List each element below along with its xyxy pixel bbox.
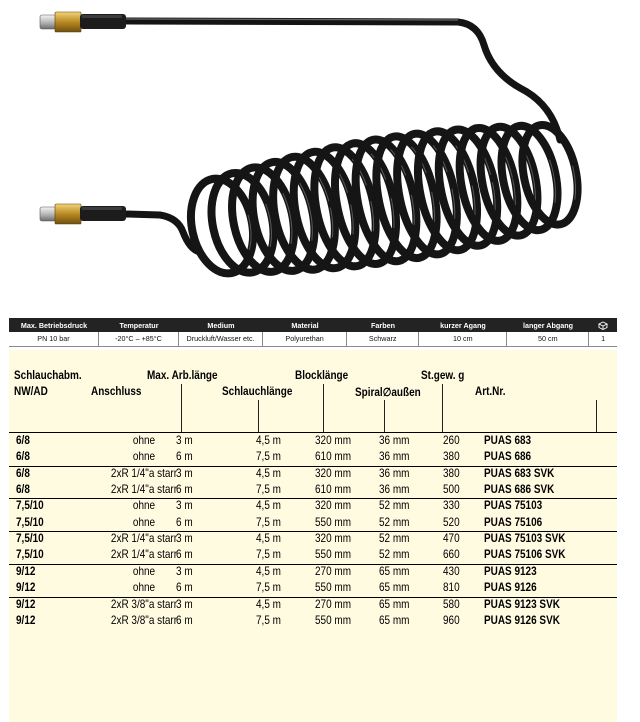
nw-cell: 6/8 bbox=[16, 483, 30, 497]
nw-cell: 7,5/10 bbox=[16, 499, 44, 513]
max-arbeitslaenge-cell: 6 m bbox=[176, 548, 193, 562]
spiral-cell: 36 mm bbox=[379, 483, 410, 497]
table-row bbox=[9, 614, 617, 630]
schlauchlaenge-cell: 7,5 m bbox=[256, 515, 281, 529]
artnr-cell: PUAS 686 SVK bbox=[484, 483, 555, 497]
blocklaenge-cell: 320 mm bbox=[315, 434, 352, 447]
hose-coil bbox=[408, 126, 486, 256]
spiral-cell: 36 mm bbox=[379, 434, 410, 447]
artnr-cell: PUAS 75106 bbox=[484, 515, 543, 529]
max-arbeitslaenge-cell: 6 m bbox=[176, 450, 193, 464]
blocklaenge-cell: 550 mm bbox=[315, 515, 352, 529]
max-arbeitslaenge-cell: 3 m bbox=[176, 434, 193, 447]
hose-coil bbox=[325, 138, 406, 270]
spiral-cell: 65 mm bbox=[379, 613, 410, 627]
spec-header: langer Abgang bbox=[522, 320, 574, 330]
max-arbeitslaenge-cell: 6 m bbox=[176, 581, 193, 595]
gewicht-cell: 470 bbox=[443, 532, 460, 546]
hose-coils bbox=[183, 120, 586, 279]
spiral-cell: 36 mm bbox=[379, 466, 410, 480]
spec-header: Material bbox=[291, 320, 319, 330]
artnr-cell: PUAS 75103 bbox=[484, 499, 543, 513]
column-header-max-arb: Max. Arb.länge bbox=[147, 369, 218, 382]
column-guide bbox=[258, 400, 259, 432]
spiral-cell: 52 mm bbox=[379, 548, 410, 562]
spec-header: Farben bbox=[371, 320, 395, 330]
nw-cell: 9/12 bbox=[16, 581, 36, 595]
anschluss-cell: 2xR 1/4"a starr bbox=[110, 532, 178, 546]
column-header-spiral: Spiral∅außen bbox=[355, 386, 421, 399]
schlauchlaenge-cell: 7,5 m bbox=[256, 548, 281, 562]
max-arbeitslaenge-cell: 6 m bbox=[176, 483, 193, 497]
artnr-cell: PUAS 9123 SVK bbox=[484, 597, 560, 611]
table-row bbox=[9, 548, 617, 564]
hose-coil bbox=[305, 142, 386, 272]
max-arbeitslaenge-cell: 3 m bbox=[176, 466, 193, 480]
anschluss-cell: 2xR 1/4"a starr bbox=[110, 466, 178, 480]
spec-values-row bbox=[9, 332, 617, 347]
nw-cell: 6/8 bbox=[16, 450, 30, 464]
nw-cell: 9/12 bbox=[16, 564, 36, 578]
table-row bbox=[9, 499, 617, 515]
spiral-cell: 65 mm bbox=[379, 564, 410, 578]
spec-header-row bbox=[9, 318, 617, 332]
max-arbeitslaenge-cell: 3 m bbox=[176, 597, 193, 611]
artnr-cell: PUAS 9126 bbox=[484, 581, 537, 595]
column-header-nw: NW/AD bbox=[14, 385, 48, 398]
spiral-cell: 36 mm bbox=[379, 450, 410, 464]
anschluss-cell: ohne bbox=[132, 499, 156, 513]
anschluss-cell: 2xR 3/8"a starr bbox=[110, 613, 178, 627]
artnr-cell: PUAS 683 bbox=[484, 434, 532, 447]
schlauchlaenge-cell: 4,5 m bbox=[256, 597, 281, 611]
blocklaenge-cell: 320 mm bbox=[315, 499, 352, 513]
column-header-schlauchlaenge: Schlauchlänge bbox=[222, 385, 293, 398]
nw-cell: 7,5/10 bbox=[16, 532, 44, 546]
nw-cell: 7,5/10 bbox=[16, 515, 44, 529]
schlauchlaenge-cell: 7,5 m bbox=[256, 581, 281, 595]
blocklaenge-cell: 320 mm bbox=[315, 532, 352, 546]
gewicht-cell: 520 bbox=[443, 515, 460, 529]
max-arbeitslaenge-cell: 3 m bbox=[176, 564, 193, 578]
gewicht-cell: 430 bbox=[443, 564, 460, 578]
spiral-cell: 52 mm bbox=[379, 515, 410, 529]
spec-value: -20°C – +85°C bbox=[99, 332, 179, 346]
anschluss-cell: ohne bbox=[132, 434, 156, 447]
gewicht-cell: 660 bbox=[443, 548, 460, 562]
column-header-schlauchabm: Schlauchabm. bbox=[14, 369, 82, 382]
spec-table bbox=[9, 318, 617, 347]
spiral-cell: 65 mm bbox=[379, 597, 410, 611]
blocklaenge-cell: 550 mm bbox=[315, 613, 352, 627]
table-row bbox=[9, 516, 617, 532]
schlauchlaenge-cell: 4,5 m bbox=[256, 532, 281, 546]
spec-value: 1 bbox=[601, 334, 606, 343]
table-row bbox=[9, 434, 617, 450]
column-guide bbox=[442, 384, 443, 432]
artnr-cell: PUAS 686 bbox=[484, 450, 532, 464]
spec-value: Polyurethan bbox=[263, 332, 347, 346]
max-arbeitslaenge-cell: 6 m bbox=[176, 515, 193, 529]
column-guide bbox=[384, 400, 385, 432]
nw-cell: 9/12 bbox=[16, 613, 36, 627]
coiled-hose-photo bbox=[0, 0, 640, 300]
anschluss-cell: ohne bbox=[132, 515, 156, 529]
artnr-cell: PUAS 9126 SVK bbox=[484, 613, 560, 627]
max-arbeitslaenge-cell: 3 m bbox=[176, 499, 193, 513]
spiral-cell: 52 mm bbox=[379, 532, 410, 546]
gewicht-cell: 580 bbox=[443, 597, 460, 611]
nw-cell: 6/8 bbox=[16, 466, 30, 480]
spec-header: Temperatur bbox=[119, 320, 159, 330]
artnr-cell: PUAS 9123 bbox=[484, 564, 537, 578]
spec-header: kurzer Agang bbox=[440, 320, 486, 330]
blocklaenge-cell: 550 mm bbox=[315, 581, 352, 595]
schlauchlaenge-cell: 4,5 m bbox=[256, 466, 281, 480]
bottom-fitting bbox=[40, 204, 126, 224]
gewicht-cell: 260 bbox=[443, 434, 460, 447]
max-arbeitslaenge-cell: 6 m bbox=[176, 613, 193, 627]
table-row bbox=[9, 532, 617, 548]
hose-coil bbox=[514, 120, 586, 230]
column-header-blocklaenge: Blocklänge bbox=[295, 369, 349, 382]
column-guide bbox=[596, 400, 597, 432]
spec-value: 10 cm bbox=[419, 332, 507, 346]
anschluss-cell: 2xR 1/4"a starr bbox=[110, 483, 178, 497]
gewicht-cell: 960 bbox=[443, 613, 460, 627]
artnr-cell: PUAS 75103 SVK bbox=[484, 532, 566, 546]
schlauchlaenge-cell: 4,5 m bbox=[256, 434, 281, 447]
table-row bbox=[9, 581, 617, 597]
spiral-cell: 52 mm bbox=[379, 499, 410, 513]
hose-coil bbox=[450, 123, 526, 246]
max-arbeitslaenge-cell: 3 m bbox=[176, 532, 193, 546]
nw-cell: 9/12 bbox=[16, 597, 36, 611]
anschluss-cell: ohne bbox=[132, 450, 156, 464]
package-icon bbox=[589, 320, 617, 330]
top-fitting bbox=[40, 12, 126, 32]
schlauchlaenge-cell: 4,5 m bbox=[256, 564, 281, 578]
nw-cell: 7,5/10 bbox=[16, 548, 44, 562]
spec-value: Druckluft/Wasser etc. bbox=[179, 332, 263, 346]
gewicht-cell: 810 bbox=[443, 581, 460, 595]
row-separator bbox=[9, 432, 617, 433]
blocklaenge-cell: 270 mm bbox=[315, 597, 352, 611]
table-row bbox=[9, 598, 617, 614]
gewicht-cell: 330 bbox=[443, 499, 460, 513]
spec-header: Max. Betriebsdruck bbox=[20, 320, 88, 330]
column-header-anschluss: Anschluss bbox=[91, 385, 142, 398]
anschluss-cell: ohne bbox=[132, 564, 156, 578]
column-header-artnr: Art.Nr. bbox=[475, 385, 506, 398]
blocklaenge-cell: 270 mm bbox=[315, 564, 352, 578]
column-guide bbox=[323, 384, 324, 432]
table-row bbox=[9, 450, 617, 466]
column-guide bbox=[181, 384, 182, 432]
blocklaenge-cell: 610 mm bbox=[315, 483, 352, 497]
artnr-cell: PUAS 683 SVK bbox=[484, 466, 555, 480]
anschluss-cell: 2xR 1/4"a starr bbox=[110, 548, 178, 562]
blocklaenge-cell: 320 mm bbox=[315, 466, 352, 480]
spec-value: PN 10 bar bbox=[9, 332, 99, 346]
nw-cell: 6/8 bbox=[16, 434, 30, 447]
gewicht-cell: 380 bbox=[443, 450, 460, 464]
table-row bbox=[9, 565, 617, 581]
blocklaenge-cell: 550 mm bbox=[315, 548, 352, 562]
gewicht-cell: 500 bbox=[443, 483, 460, 497]
anschluss-cell: 2xR 3/8"a starr bbox=[110, 597, 178, 611]
anschluss-cell: ohne bbox=[132, 581, 156, 595]
blocklaenge-cell: 610 mm bbox=[315, 450, 352, 464]
artnr-cell: PUAS 75106 SVK bbox=[484, 548, 566, 562]
hose-coil bbox=[429, 124, 506, 251]
table-row bbox=[9, 467, 617, 483]
table-row bbox=[9, 483, 617, 499]
schlauchlaenge-cell: 7,5 m bbox=[256, 613, 281, 627]
spiral-cell: 65 mm bbox=[379, 581, 410, 595]
schlauchlaenge-cell: 7,5 m bbox=[256, 483, 281, 497]
gewicht-cell: 380 bbox=[443, 466, 460, 480]
spec-value: 50 cm bbox=[507, 332, 589, 346]
spec-header: Medium bbox=[207, 320, 235, 330]
schlauchlaenge-cell: 7,5 m bbox=[256, 450, 281, 464]
schlauchlaenge-cell: 4,5 m bbox=[256, 499, 281, 513]
hose-coil bbox=[346, 134, 427, 267]
column-header-stgew: St.gew. g bbox=[421, 369, 465, 382]
spec-value: Schwarz bbox=[347, 332, 419, 346]
